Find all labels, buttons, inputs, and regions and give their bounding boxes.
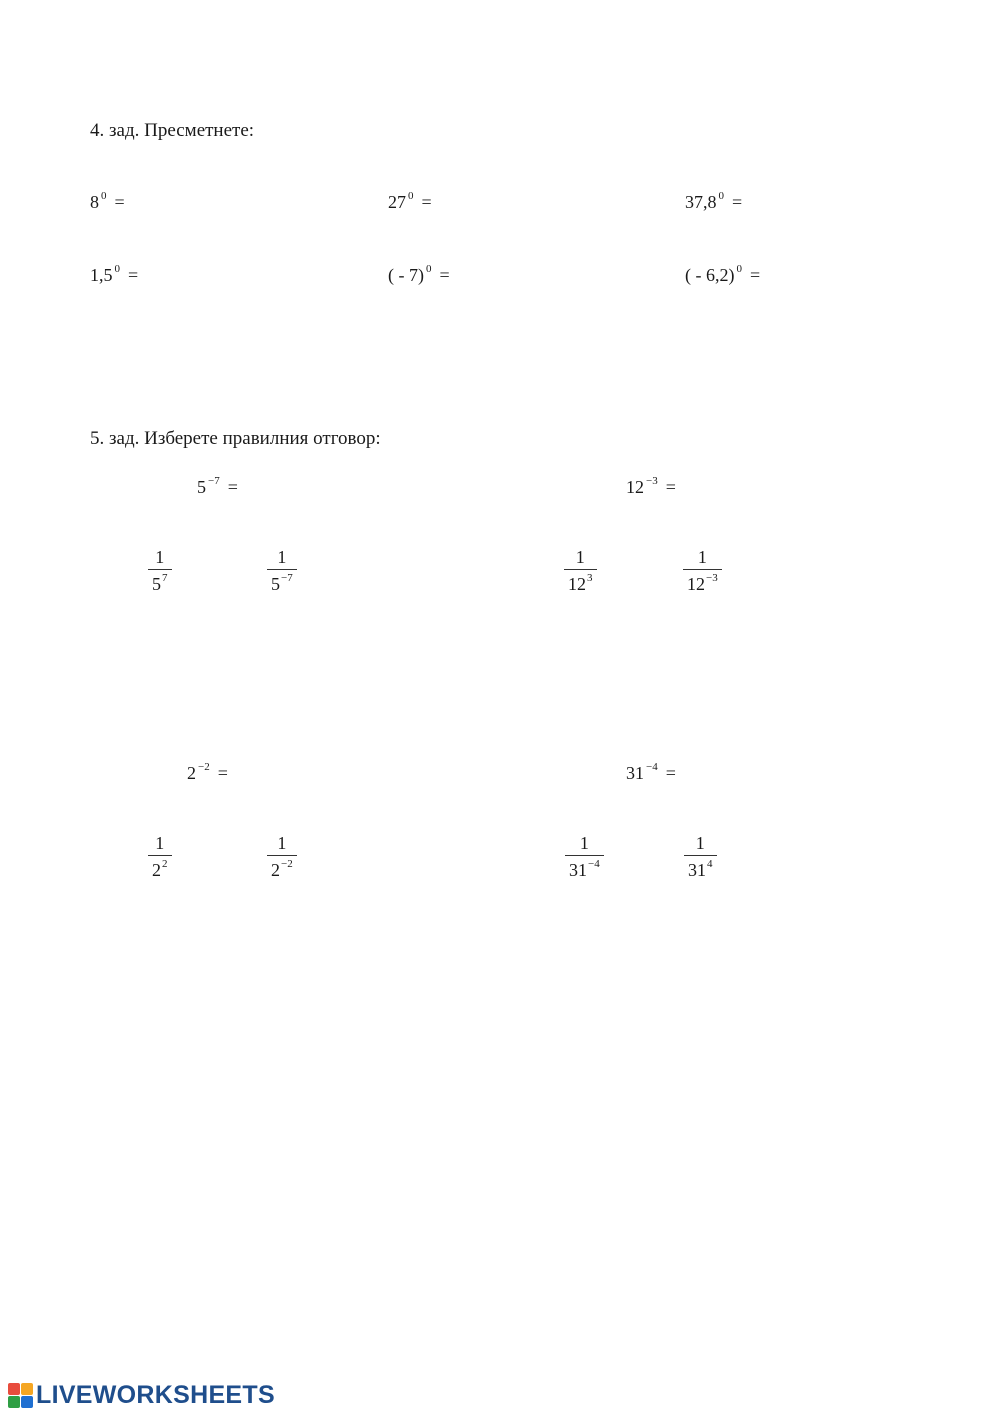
- logo-text: LIVEWORKSHEETS: [36, 1380, 275, 1409]
- task4-expression: 27 $^0$ =: [388, 190, 432, 212]
- logo-tile-icon: [21, 1396, 33, 1408]
- task5-expression: 2 $^{-2}$ =: [187, 761, 228, 783]
- logo-tile-icon: [21, 1383, 33, 1395]
- task5-heading: 5. зад. Изберете правилния отговор:: [90, 428, 381, 449]
- task4-expression: 1,5 $^0$ =: [90, 263, 139, 285]
- answer-option[interactable]: 1 $5^7$: [148, 548, 172, 593]
- logo-tile-icon: [8, 1396, 20, 1408]
- answer-option[interactable]: 1 $12^{-3}$: [683, 548, 722, 593]
- task4-heading: 4. зад. Пресметнете:: [90, 120, 255, 141]
- task4-expression: 8 $^0$ =: [90, 190, 125, 212]
- task5-expression: 5 $^{-7}$ =: [197, 475, 238, 497]
- answer-option[interactable]: 1 $5^{-7}$: [267, 548, 297, 593]
- logo-mark-icon: [8, 1383, 33, 1408]
- liveworksheets-logo: [8, 1380, 275, 1410]
- task4-expression: 37,8 $^0$ =: [685, 190, 743, 212]
- task4-expression: ( - 6,2) $^0$ =: [685, 263, 761, 285]
- answer-option[interactable]: 1 $2^{-2}$: [267, 834, 297, 879]
- task5-expression: 12 $^{-3}$ =: [626, 475, 676, 497]
- answer-option[interactable]: 1 $31^{-4}$: [565, 834, 604, 879]
- logo-tile-icon: [8, 1383, 20, 1395]
- answer-option[interactable]: 1 $2^2$: [148, 834, 172, 879]
- answer-option[interactable]: 1 $12^3$: [564, 548, 597, 593]
- answer-option[interactable]: 1 $31^4$: [684, 834, 717, 879]
- task5-expression: 31 $^{-4}$ =: [626, 761, 676, 783]
- task4-expression: ( - 7) $^0$ =: [388, 263, 450, 285]
